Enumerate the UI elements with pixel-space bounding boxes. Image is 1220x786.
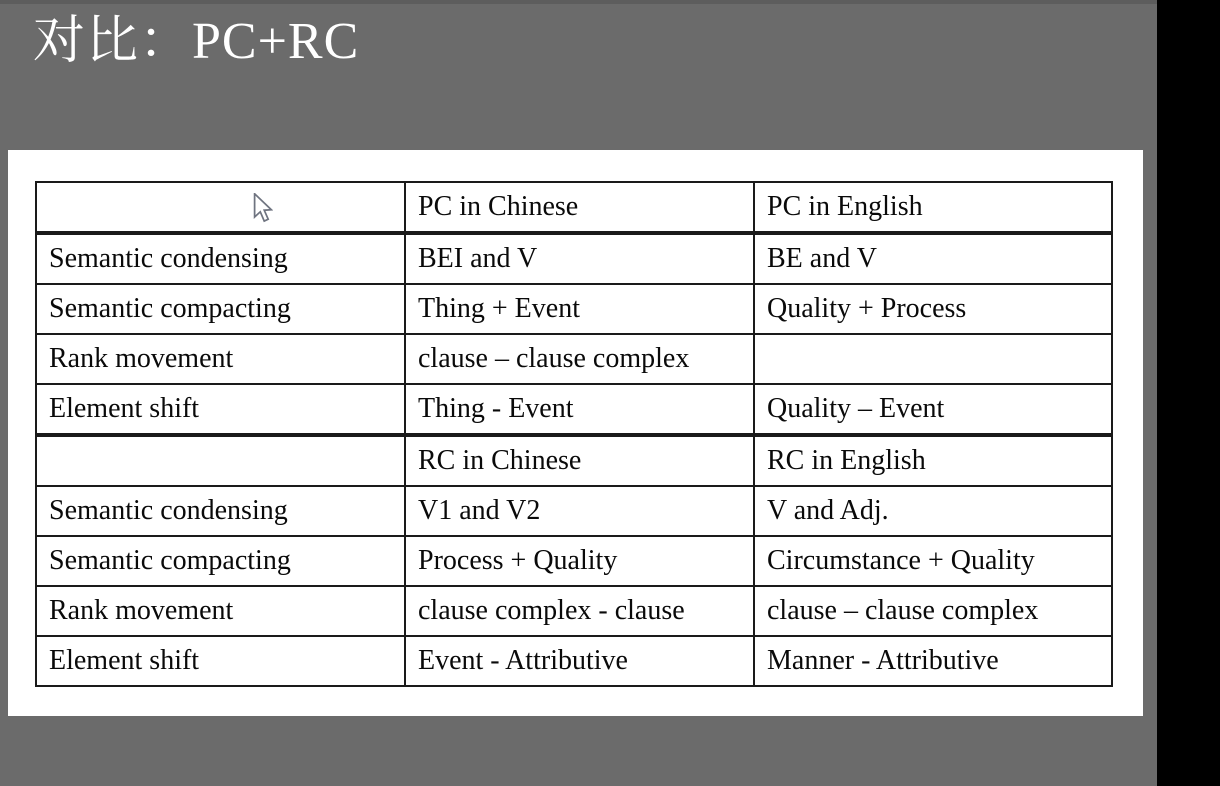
table-row <box>36 586 1112 636</box>
table-cell: V and Adj. <box>754 486 1112 536</box>
table-row <box>36 536 1112 586</box>
table-cell: PC in Chinese <box>405 182 754 233</box>
table-row <box>36 334 1112 384</box>
table-cell: Event - Attributive <box>405 636 754 686</box>
slide-content-panel <box>8 150 1143 716</box>
table-cell: Process + Quality <box>405 536 754 586</box>
top-edge-band <box>0 0 1157 4</box>
table-cell: Rank movement <box>36 334 405 384</box>
table-cell: V1 and V2 <box>405 486 754 536</box>
slide-title: 对比：PC+RC <box>33 13 360 70</box>
table-row <box>36 486 1112 536</box>
table-cell: RC in English <box>754 435 1112 486</box>
table-cell: Semantic condensing <box>36 233 405 284</box>
table-cell: Manner - Attributive <box>754 636 1112 686</box>
table-cell: Element shift <box>36 384 405 435</box>
comparison-table <box>35 181 1113 687</box>
table-cell: clause – clause complex <box>405 334 754 384</box>
table-cell: Element shift <box>36 636 405 686</box>
table-cell: Rank movement <box>36 586 405 636</box>
table-cell: clause – clause complex <box>754 586 1112 636</box>
table-cell: Thing - Event <box>405 384 754 435</box>
table-cell <box>754 334 1112 384</box>
table-cell: BEI and V <box>405 233 754 284</box>
table-row <box>36 284 1112 334</box>
table-cell: PC in English <box>754 182 1112 233</box>
table-cell: Semantic compacting <box>36 284 405 334</box>
table-cell: Quality + Process <box>754 284 1112 334</box>
table-cell: RC in Chinese <box>405 435 754 486</box>
table-row <box>36 384 1112 435</box>
table-cell: clause complex - clause <box>405 586 754 636</box>
table-row <box>36 636 1112 686</box>
table-cell: Semantic compacting <box>36 536 405 586</box>
table-cell <box>36 182 405 233</box>
table-row <box>36 233 1112 284</box>
table-row <box>36 182 1112 233</box>
table-cell <box>36 435 405 486</box>
right-black-bar <box>1157 0 1220 786</box>
table-row <box>36 435 1112 486</box>
table-cell: Semantic condensing <box>36 486 405 536</box>
table-cell: Circumstance + Quality <box>754 536 1112 586</box>
table-cell: BE and V <box>754 233 1112 284</box>
table-cell: Thing + Event <box>405 284 754 334</box>
table-cell: Quality – Event <box>754 384 1112 435</box>
